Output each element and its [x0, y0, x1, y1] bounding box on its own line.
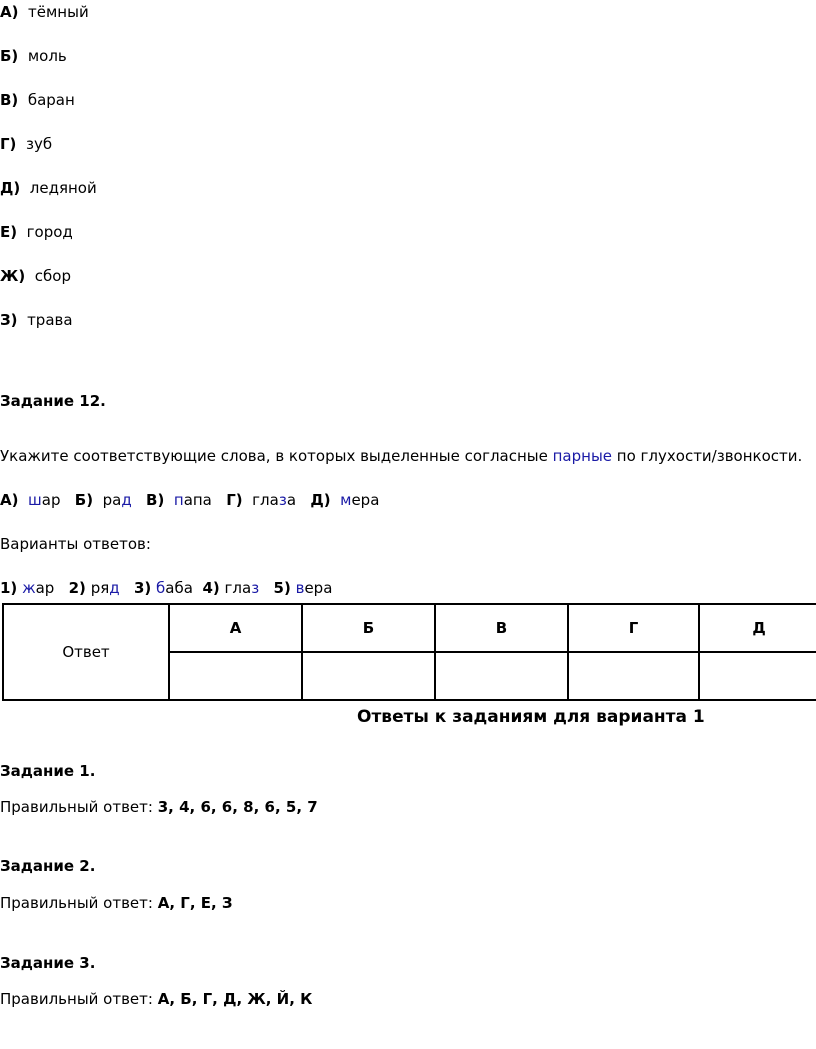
variant-highlight: б: [156, 579, 166, 597]
option-line: [0, 310, 73, 330]
option-letter: В): [0, 91, 19, 109]
answer-column-header: В: [435, 604, 568, 652]
option-word: зуб: [25, 135, 53, 153]
answer-cell[interactable]: [699, 652, 816, 700]
answer-column-header: Б: [302, 604, 435, 652]
answer-cell[interactable]: [169, 652, 302, 700]
answer-line: [0, 797, 318, 817]
item-letter: Б): [74, 491, 94, 509]
option-letter: Е): [0, 223, 18, 241]
variants-label: Варианты ответов:: [0, 535, 151, 553]
variant-text: ря: [90, 579, 110, 597]
variant-highlight: в: [295, 579, 305, 597]
answer-heading: Задание 3.: [0, 954, 96, 972]
task12-instruction: [0, 446, 802, 466]
variant-highlight: д: [109, 579, 120, 597]
variant-text: аба: [165, 579, 193, 597]
answer-column-header: А: [169, 604, 302, 652]
answer-cell[interactable]: [435, 652, 568, 700]
task12-heading: Задание 12.: [0, 392, 106, 410]
task12-variants: [0, 578, 332, 598]
option-word: сбор: [34, 267, 71, 285]
instruction-highlight: парные: [552, 447, 613, 465]
variant-number: 4): [202, 579, 220, 597]
answer-value: А, Б, Г, Д, Ж, Й, К: [157, 990, 313, 1008]
option-word: трава: [27, 311, 73, 329]
variant-text: гла: [224, 579, 252, 597]
option-line: [0, 266, 71, 286]
variant-number: 2): [68, 579, 86, 597]
item-text: ар: [41, 491, 61, 509]
option-word: тёмный: [28, 3, 89, 21]
option-word: моль: [27, 47, 67, 65]
item-highlight: з: [278, 491, 287, 509]
answer-table: [2, 603, 816, 701]
variant-highlight: ж: [22, 579, 36, 597]
option-line: [0, 222, 73, 242]
option-line: [0, 90, 75, 110]
option-line: [0, 134, 52, 154]
item-letter: В): [146, 491, 165, 509]
option-letter: Ж): [0, 267, 26, 285]
answer-label: Правильный ответ:: [0, 894, 158, 912]
answer-value: А, Г, Е, З: [157, 894, 233, 912]
option-word: город: [26, 223, 73, 241]
variant-number: 5): [273, 579, 291, 597]
variant-highlight: з: [251, 579, 260, 597]
answer-label: Правильный ответ:: [0, 990, 158, 1008]
answer-column-header: Г: [568, 604, 699, 652]
answer-heading: Задание 1.: [0, 762, 96, 780]
item-text: ера: [351, 491, 380, 509]
option-line: [0, 178, 97, 198]
task12-items: [0, 490, 379, 510]
item-highlight: п: [173, 491, 184, 509]
item-letter: А): [0, 491, 19, 509]
answer-value: 3, 4, 6, 6, 8, 6, 5, 7: [157, 798, 318, 816]
option-letter: Б): [0, 47, 19, 65]
answer-cell[interactable]: [302, 652, 435, 700]
item-letter: Г): [226, 491, 243, 509]
answer-heading: Задание 2.: [0, 857, 96, 875]
option-line: [0, 46, 67, 66]
item-letter: Д): [310, 491, 331, 509]
item-highlight: ш: [28, 491, 42, 509]
answer-label: Правильный ответ:: [0, 798, 158, 816]
answer-cell[interactable]: [568, 652, 699, 700]
option-line: [0, 2, 89, 22]
option-word: ледяной: [29, 179, 97, 197]
variant-number: 1): [0, 579, 18, 597]
option-letter: А): [0, 3, 19, 21]
item-text: а: [286, 491, 297, 509]
answer-line: [0, 893, 233, 913]
item-text: гла: [252, 491, 279, 509]
option-letter: Д): [0, 179, 21, 197]
variant-number: 3): [133, 579, 152, 597]
instruction-text: по глухости/звонкости.: [612, 447, 803, 465]
option-letter: Г): [0, 135, 17, 153]
option-word: баран: [27, 91, 75, 109]
item-text: ра: [102, 491, 122, 509]
option-letter: З): [0, 311, 18, 329]
answers-title: Ответы к заданиям для варианта 1: [357, 707, 705, 727]
item-highlight: д: [121, 491, 132, 509]
item-text: апа: [183, 491, 212, 509]
variant-text: ар: [35, 579, 55, 597]
answer-column-header: Д: [699, 604, 816, 652]
answer-line: [0, 989, 312, 1009]
variant-text: ера: [304, 579, 333, 597]
instruction-text: Укажите соответствующие слова, в которых выделенные согласные: [0, 447, 553, 465]
item-highlight: м: [340, 491, 352, 509]
answer-row-label: Ответ: [3, 604, 169, 700]
